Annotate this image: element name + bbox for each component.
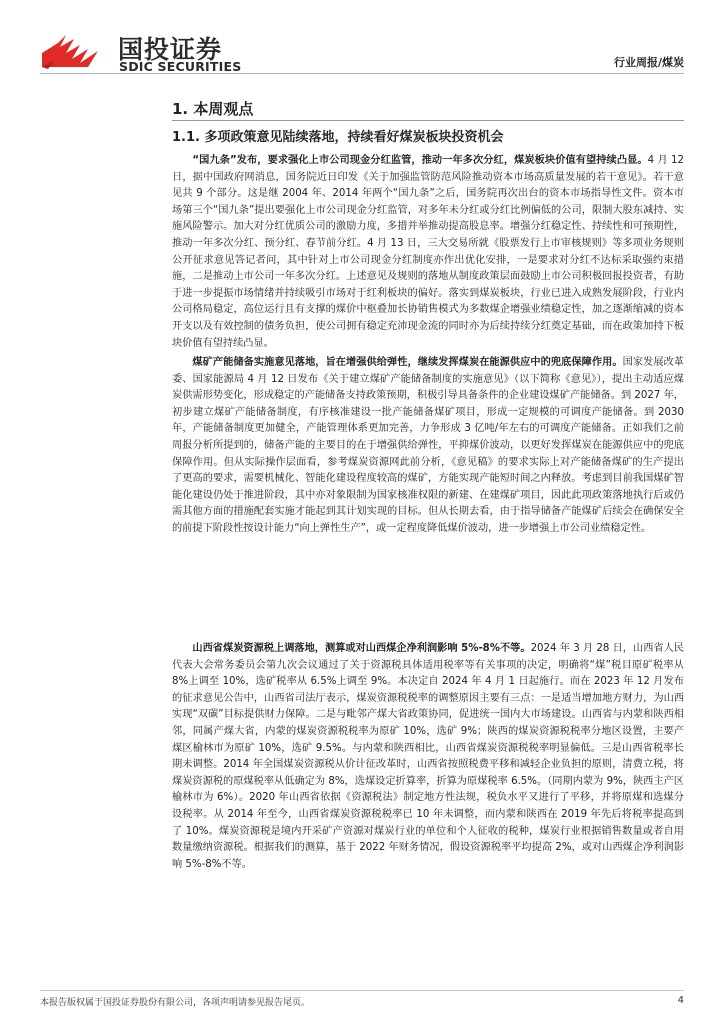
section-heading: 1. 本周观点 [172, 100, 254, 118]
logo-english-name: SDIC SECURITIES [119, 59, 242, 74]
header-divider [40, 73, 684, 74]
section-heading-divider [172, 120, 684, 121]
paragraph-capacity-reserve [172, 355, 684, 538]
paragraph-lead: 煤矿产能储备实施意见落地，旨在增强供给弹性，继续发挥煤炭在能源供应中的兜底保障作用。 [192, 357, 623, 368]
paragraph-dividend-policy [172, 153, 684, 352]
page-number: 4 [677, 995, 684, 1006]
subsection-heading: 1.1. 多项政策意见陆续落地，持续看好煤炭板块投资机会 [172, 130, 504, 145]
sdic-logo-icon [40, 31, 108, 71]
paragraph-body: 国家发展改革委、国家能源局 4 月 12 日发布《关于建立煤矿产能储备制度的实施意见》（以下简称《意见》），提出主动适应煤炭供需形势变化，形成稳定的产能储备支持政策预期，积极引导具备条件的企业建设煤矿产能储备。到 2027 年，初步建立煤矿产能储备制度，有序核准建设一批产能储备煤矿项目，形成一定规模的可调度产能储备。到 2030 年，产能储备制度更加健全，产能管理体系更加完善，力争形成 3 亿吨/年左右的可调度产能储备。正如我们之前周报分析所提到的，储备产能的主要目的在于增强供给弹性，平抑煤价波动，以更好发挥煤炭在能源供应中的兜底保障作用。但从实际操作层面看，参考煤炭资源网此前分析，《意见稿》的要求实际上对产能储备煤矿的生产提出了更高的要求，需要机械化、智能化建设程度较高的煤矿，方能实现产能短时间之内释放。考虑到目前我国煤矿智能化建设仍处于推进阶段，其中亦对象限制为国家核准权限的新建、在建煤矿项目，因此此项政策落地执行后或仍需其他方面的措施配套实施才能起到其计划实现的目标。但从长期去看，由于指导储备产能煤矿后续会在确保安全的前提下阶段性按设计能力“向上弹性生产”，或一定程度降低煤价波动，进一步增强上市公司业绩稳定性。 [172, 357, 684, 534]
paragraph-lead: 山西省煤炭资源税上调落地，测算或对山西煤企净利润影响 5%-8%不等。 [192, 643, 531, 654]
footer-divider [40, 990, 684, 991]
paragraph-body: 4 月 12 日，据中国政府网消息，国务院近日印发《关于加强监管防范风险推动资本市场高质量发展的若干意见》。若干意见共 9 个部分。这是继 2004 年、2014 年两个“国九条”之后，国务院再次出台的资本市场指导性文件。资本市场第三个“国九条”提出要强化上市公司现金分红监管，对多年未分红或分红比例偏低的公司，限制大股东减持、实施风险警示。加大对分红优质公司的激励力度，多措并举推动提高股息率。增强分红稳定性、持续性和可预期性，推动一年多次分红、预分红、春节前分红。4 月 13 日，三大交易所就《股票发行上市审核规则》等多项业务规则公开征求意见答记者问，其中针对上市公司现金分红制度亦作出优化安排，一是要求对分红不达标采取强约束措施，二是推动上市公司一年多次分红。上述意见及规则的落地从制度政策层面鼓励上市公司积极回报投资者，有助于进一步提振市场情绪并持续吸引市场对于红利板块的偏好。落实到煤炭板块，行业已进入成熟发展阶段，行业内公司格局稳定，高位运行且有支撑的煤价中枢叠加长协销售模式为多数煤企增强业绩稳定性，加之逐渐缩减的资本开支以及有效控制的债务负担，使公司拥有稳定充沛现金流的同时亦为后续持续分红奠定基础，而在政策加持下板块价值有望持续凸显。 [172, 155, 685, 349]
paragraph-shanxi-resource-tax [172, 641, 684, 873]
logo-chinese-name: 国投证券 [118, 35, 223, 64]
footer-disclaimer: 本报告版权属于国投证券股份有限公司，各项声明请参见报告尾页。 [40, 998, 311, 1008]
paragraph-lead: “国九条”发布，要求强化上市公司现金分红监管，推动一年多次分红，煤炭板块价值有望持续凸显。 [192, 155, 648, 166]
paragraph-body: 2024 年 3 月 28 日，山西省人民代表大会常务委员会第九次会议通过了关于资源税具体适用税率等有关事项的决定，明确将“煤”税目原矿税率从 8%上调至 10%，选矿税率从 6.5%上调至 9%。本决定自 2024 年 4 月 1 日起施行。而在 2023 年 12 月发布的征求意见公告中，山西省司法厅表示，煤炭资源税税率的调整原因主要有三点：一是适当增加地方财力，为山西实现“双碳”目标提供财力保障。二是与毗邻产煤大省政策协同，促进统一国内大市场建设。山西省与内蒙和陕西相邻，同属产煤大省，内蒙的煤炭资源税税率为原矿 10%，选矿 9%；陕西的煤炭资源税税率分地区设置，主要产煤区榆林市为原矿 10%，选矿 9.5%。与内蒙和陕西相比，山西省煤炭资源税税率明显偏低。三是山西省税率长期未调整。2014 年全国煤炭资源税从价计征改革时，山西省按照税费平移和减轻企业负担的原则，清费立税，将煤炭资源税的原煤税率从低确定为 8%，选煤设定折算率，折算为原煤税率 6.5%。（同期内蒙为 9%，陕西主产区榆林市为 6%）。2020 年山西省依据《资源税法》制定地方性法规，税负水平又进行了平移，并将原煤和选煤分设税率。从 2014 年至今，山西省煤炭资源税税率已 10 年未调整，而内蒙和陕西在 2019 年先后将税率提高到了 10%。煤炭资源税是境内开采矿产资源对煤炭行业的单位和个人征收的税种，煤炭行业根据销售数量或者自用数量缴纳资源税。根据我们的测算，基于 2022 年财务情况，假设资源税率平均提高 2%，或对山西煤企净利润影响 5%-8%不等。 [172, 643, 684, 870]
document-type-label: 行业周报/煤炭 [613, 56, 684, 69]
